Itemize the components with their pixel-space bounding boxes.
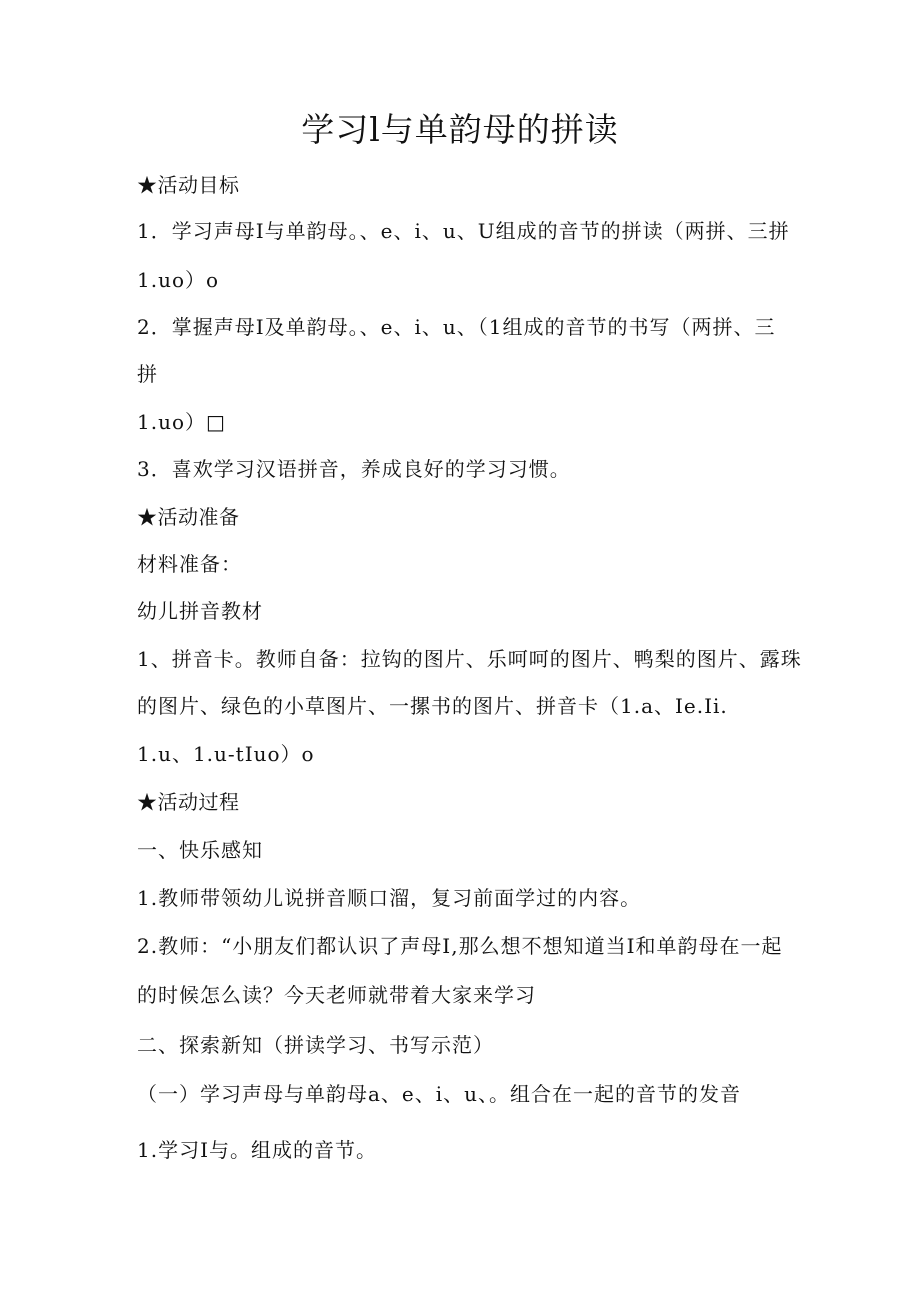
goal-item-3: 3．喜欢学习汉语拼音，养成良好的学习习惯。 bbox=[137, 457, 571, 481]
goal-item-2-continued-2: 1.uo）□ bbox=[137, 410, 226, 434]
materials-label: 材料准备： bbox=[137, 552, 242, 576]
goal-item-2-continued: 拼 bbox=[137, 362, 158, 386]
document-title: 学习l与单韵母的拼读 bbox=[301, 110, 619, 149]
materials-cards: 1、拼音卡。教师自备：拉钩的图片、乐呵呵的图片、鸭梨的图片、露珠 bbox=[137, 647, 802, 671]
section-heading-preparation: ★活动准备 bbox=[137, 505, 240, 529]
explore-item-1: 1.学习I与。组成的音节。 bbox=[137, 1138, 377, 1162]
section-heading-goals: ★活动目标 bbox=[137, 173, 240, 197]
perceive-item-1: 1.教师带领幼儿说拼音顺口溜，复习前面学过的内容。 bbox=[137, 886, 642, 910]
materials-cards-continued: 的图片、绿色的小草图片、一摞书的图片、拼音卡（1.a、Ie.Ii. bbox=[137, 694, 728, 718]
materials-cards-continued-2: 1.u、1.u-tIuo）o bbox=[137, 742, 315, 766]
goal-item-1: 1．学习声母I与单韵母。、e、i、u、U组成的音节的拼读（两拼、三拼 bbox=[137, 219, 790, 243]
step-heading-perceive: 一、快乐感知 bbox=[137, 838, 263, 862]
goal-item-1-continued: 1.uo）o bbox=[137, 268, 220, 292]
section-heading-process: ★活动过程 bbox=[137, 790, 240, 814]
explore-subheading-1: （一）学习声母与单韵母a、e、i、u、。组合在一起的音节的发音 bbox=[137, 1082, 742, 1106]
goal-item-2: 2．掌握声母I及单韵母。、e、i、u、（1组成的音节的书写（两拼、三 bbox=[137, 315, 776, 339]
perceive-item-2: 2.教师：“小朋友们都认识了声母I,那么想不想知道当I和单韵母在一起 bbox=[137, 934, 783, 958]
step-heading-explore: 二、探索新知（拼读学习、书写示范） bbox=[137, 1033, 494, 1057]
perceive-item-2-continued: 的时候怎么读？今天老师就带着大家来学习 bbox=[137, 983, 536, 1007]
materials-textbook: 幼儿拼音教材 bbox=[137, 599, 263, 623]
